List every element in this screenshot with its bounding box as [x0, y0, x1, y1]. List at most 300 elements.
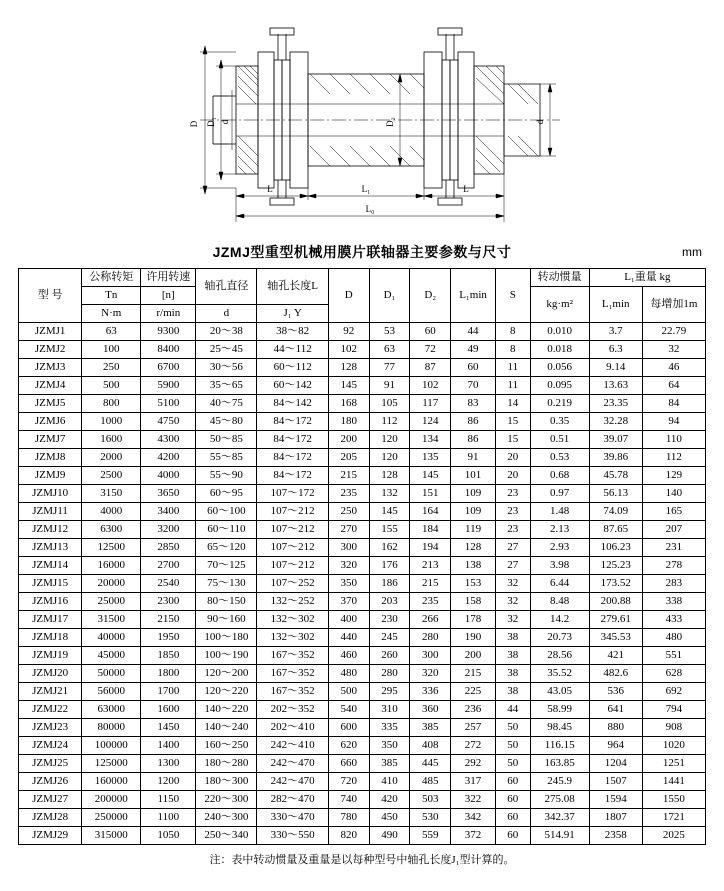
cell-w_lmin: 2358 [589, 827, 642, 845]
cell-L1min: 138 [451, 557, 496, 575]
cell-w_per1m: 338 [642, 593, 705, 611]
cell-inertia: 245.9 [530, 773, 589, 791]
cell-tn: 20000 [82, 575, 141, 593]
cell-L1min: 86 [451, 431, 496, 449]
cell-model: JZMJ11 [19, 503, 82, 521]
cell-inertia: 35.52 [530, 665, 589, 683]
cell-D: 500 [328, 683, 369, 701]
cell-S: 14 [495, 395, 530, 413]
cell-w_per1m: 110 [642, 431, 705, 449]
cell-D: 660 [328, 755, 369, 773]
cell-w_lmin: 39.86 [589, 449, 642, 467]
cell-D2: 266 [410, 611, 451, 629]
cell-w_per1m: 207 [642, 521, 705, 539]
table-row [19, 809, 706, 827]
cell-L: 167～352 [257, 647, 328, 665]
cell-D1: 120 [369, 449, 410, 467]
cell-L: 107～212 [257, 521, 328, 539]
cell-n: 1850 [141, 647, 196, 665]
cell-n: 8400 [141, 341, 196, 359]
cell-D2: 134 [410, 431, 451, 449]
cell-w_lmin: 6.3 [589, 341, 642, 359]
cell-D1: 162 [369, 539, 410, 557]
cell-D: 480 [328, 665, 369, 683]
cell-w_per1m: 2025 [642, 827, 705, 845]
table-row [19, 467, 706, 485]
cell-D: 200 [328, 431, 369, 449]
cell-n: 3400 [141, 503, 196, 521]
table-note: 注：表中转动惯量及重量是以每种型号中轴孔长度J₁型计算的。 [209, 854, 515, 866]
cell-L: 84～142 [257, 395, 328, 413]
cell-tn: 6300 [82, 521, 141, 539]
cell-model: JZMJ13 [19, 539, 82, 557]
cell-D1: 145 [369, 503, 410, 521]
cell-tn: 50000 [82, 665, 141, 683]
cell-L1min: 322 [451, 791, 496, 809]
cell-L1min: 292 [451, 755, 496, 773]
cell-tn: 31500 [82, 611, 141, 629]
cell-w_per1m: 551 [642, 647, 705, 665]
cell-L: 132～302 [257, 629, 328, 647]
th-bore-dia-sym: d [196, 305, 257, 323]
cell-w_lmin: 1204 [589, 755, 642, 773]
cell-inertia: 342.37 [530, 809, 589, 827]
th-weight: L₁重量 kg [589, 269, 705, 287]
cell-S: 44 [495, 701, 530, 719]
cell-D2: 559 [410, 827, 451, 845]
cell-model: JZMJ12 [19, 521, 82, 539]
cell-d: 25～45 [196, 341, 257, 359]
cell-w_lmin: 3.7 [589, 323, 642, 341]
cell-model: JZMJ24 [19, 737, 82, 755]
cell-L: 132～252 [257, 593, 328, 611]
cell-D: 320 [328, 557, 369, 575]
title-row [0, 242, 724, 268]
cell-L: 202～352 [257, 701, 328, 719]
table-row [19, 701, 706, 719]
th-inertia: 转动惯量 [530, 269, 589, 287]
cell-D1: 450 [369, 809, 410, 827]
cell-L1min: 44 [451, 323, 496, 341]
cell-tn: 16000 [82, 557, 141, 575]
th-S: S [495, 269, 530, 323]
cell-w_per1m: 1020 [642, 737, 705, 755]
cell-inertia: 0.68 [530, 467, 589, 485]
cell-n: 4200 [141, 449, 196, 467]
cell-n: 1150 [141, 791, 196, 809]
cell-inertia: 0.53 [530, 449, 589, 467]
cell-D2: 135 [410, 449, 451, 467]
cell-D2: 124 [410, 413, 451, 431]
th-D: D [328, 269, 369, 323]
th-torque-unit: N·m [82, 305, 141, 323]
cell-S: 23 [495, 521, 530, 539]
table-row [19, 629, 706, 647]
cell-D: 820 [328, 827, 369, 845]
header-row-1 [19, 269, 706, 287]
cell-w_per1m: 1550 [642, 791, 705, 809]
cell-L: 167～352 [257, 683, 328, 701]
cell-tn: 63 [82, 323, 141, 341]
cell-n: 1100 [141, 809, 196, 827]
cell-tn: 3150 [82, 485, 141, 503]
cell-model: JZMJ2 [19, 341, 82, 359]
cell-D1: 260 [369, 647, 410, 665]
cell-L: 60～112 [257, 359, 328, 377]
cell-w_per1m: 1441 [642, 773, 705, 791]
cell-S: 8 [495, 341, 530, 359]
cell-d: 140～220 [196, 701, 257, 719]
cell-S: 11 [495, 359, 530, 377]
th-weight-per1m: 每增加1m [642, 287, 705, 323]
cell-n: 5100 [141, 395, 196, 413]
cell-model: JZMJ5 [19, 395, 82, 413]
cell-n: 1300 [141, 755, 196, 773]
cell-D1: 63 [369, 341, 410, 359]
cell-tn: 125000 [82, 755, 141, 773]
cell-w_lmin: 200.88 [589, 593, 642, 611]
cell-d: 90～160 [196, 611, 257, 629]
cell-D: 145 [328, 377, 369, 395]
cell-D2: 503 [410, 791, 451, 809]
cell-inertia: 58.99 [530, 701, 589, 719]
cell-inertia: 275.08 [530, 791, 589, 809]
cell-D1: 91 [369, 377, 410, 395]
cell-L: 107～172 [257, 485, 328, 503]
cell-n: 4000 [141, 467, 196, 485]
cell-w_lmin: 536 [589, 683, 642, 701]
cell-n: 1400 [141, 737, 196, 755]
cell-tn: 1000 [82, 413, 141, 431]
dim-label-D2: D₂ [385, 117, 395, 127]
cell-w_lmin: 482.6 [589, 665, 642, 683]
cell-w_lmin: 641 [589, 701, 642, 719]
table-row [19, 431, 706, 449]
cell-D2: 164 [410, 503, 451, 521]
cell-D: 215 [328, 467, 369, 485]
cell-L1min: 272 [451, 737, 496, 755]
cell-model: JZMJ10 [19, 485, 82, 503]
cell-L1min: 158 [451, 593, 496, 611]
cell-n: 3650 [141, 485, 196, 503]
cell-D: 92 [328, 323, 369, 341]
cell-L1min: 119 [451, 521, 496, 539]
cell-D1: 132 [369, 485, 410, 503]
cell-L1min: 86 [451, 413, 496, 431]
cell-L1min: 317 [451, 773, 496, 791]
cell-D1: 155 [369, 521, 410, 539]
table-row [19, 557, 706, 575]
cell-d: 50～85 [196, 431, 257, 449]
cell-L1min: 236 [451, 701, 496, 719]
table-row [19, 575, 706, 593]
cell-S: 50 [495, 755, 530, 773]
cell-w_lmin: 23.35 [589, 395, 642, 413]
cell-S: 20 [495, 467, 530, 485]
table-row [19, 539, 706, 557]
cell-model: JZMJ26 [19, 773, 82, 791]
cell-model: JZMJ29 [19, 827, 82, 845]
cell-inertia: 2.93 [530, 539, 589, 557]
cell-L: 107～212 [257, 557, 328, 575]
cell-D: 600 [328, 719, 369, 737]
cell-w_lmin: 9.14 [589, 359, 642, 377]
cell-w_per1m: 112 [642, 449, 705, 467]
cell-w_lmin: 87.65 [589, 521, 642, 539]
cell-L1min: 190 [451, 629, 496, 647]
cell-w_per1m: 628 [642, 665, 705, 683]
cell-L1min: 49 [451, 341, 496, 359]
cell-S: 8 [495, 323, 530, 341]
cell-D1: 295 [369, 683, 410, 701]
cell-S: 60 [495, 809, 530, 827]
cell-L: 132～302 [257, 611, 328, 629]
cell-inertia: 1.48 [530, 503, 589, 521]
cell-d: 60～110 [196, 521, 257, 539]
cell-D: 168 [328, 395, 369, 413]
cell-d: 40～75 [196, 395, 257, 413]
table-row [19, 737, 706, 755]
cell-L: 242～470 [257, 755, 328, 773]
cell-tn: 12500 [82, 539, 141, 557]
cell-D: 740 [328, 791, 369, 809]
cell-L1min: 215 [451, 665, 496, 683]
cell-d: 55～85 [196, 449, 257, 467]
cell-D2: 445 [410, 755, 451, 773]
cell-L: 330～550 [257, 827, 328, 845]
cell-D1: 490 [369, 827, 410, 845]
cell-D: 205 [328, 449, 369, 467]
cell-D2: 408 [410, 737, 451, 755]
table-row [19, 719, 706, 737]
cell-d: 220～300 [196, 791, 257, 809]
cell-w_per1m: 46 [642, 359, 705, 377]
cell-D1: 105 [369, 395, 410, 413]
cell-w_per1m: 283 [642, 575, 705, 593]
cell-D1: 120 [369, 431, 410, 449]
cell-L1min: 70 [451, 377, 496, 395]
cell-D: 780 [328, 809, 369, 827]
cell-tn: 200000 [82, 791, 141, 809]
cell-w_per1m: 278 [642, 557, 705, 575]
cell-w_per1m: 794 [642, 701, 705, 719]
cell-n: 1450 [141, 719, 196, 737]
cell-S: 38 [495, 629, 530, 647]
cell-w_lmin: 74.09 [589, 503, 642, 521]
cell-w_per1m: 480 [642, 629, 705, 647]
cell-S: 60 [495, 773, 530, 791]
cell-S: 32 [495, 575, 530, 593]
cell-n: 9300 [141, 323, 196, 341]
cell-S: 50 [495, 719, 530, 737]
cell-model: JZMJ17 [19, 611, 82, 629]
cell-L1min: 109 [451, 503, 496, 521]
cell-D2: 235 [410, 593, 451, 611]
cell-w_lmin: 880 [589, 719, 642, 737]
cell-L: 44～112 [257, 341, 328, 359]
cell-model: JZMJ9 [19, 467, 82, 485]
cell-w_lmin: 13.63 [589, 377, 642, 395]
cell-d: 35～65 [196, 377, 257, 395]
cell-model: JZMJ18 [19, 629, 82, 647]
th-speed-sym: [n] [141, 287, 196, 305]
cell-n: 1050 [141, 827, 196, 845]
cell-D2: 360 [410, 701, 451, 719]
cell-D1: 53 [369, 323, 410, 341]
cell-L1min: 60 [451, 359, 496, 377]
cell-D2: 60 [410, 323, 451, 341]
cell-L1min: 128 [451, 539, 496, 557]
cell-model: JZMJ3 [19, 359, 82, 377]
cell-n: 1800 [141, 665, 196, 683]
dim-label-d-right: d [535, 119, 545, 125]
cell-model: JZMJ14 [19, 557, 82, 575]
cell-S: 60 [495, 791, 530, 809]
table-row [19, 359, 706, 377]
cell-inertia: 0.97 [530, 485, 589, 503]
cell-w_per1m: 32 [642, 341, 705, 359]
cell-d: 120～200 [196, 665, 257, 683]
cell-L: 242～470 [257, 773, 328, 791]
cell-D: 102 [328, 341, 369, 359]
th-D2: D₂ [410, 269, 451, 323]
table-row [19, 377, 706, 395]
cell-tn: 500 [82, 377, 141, 395]
cell-D: 620 [328, 737, 369, 755]
cell-inertia: 20.73 [530, 629, 589, 647]
cell-d: 60～100 [196, 503, 257, 521]
cell-w_lmin: 421 [589, 647, 642, 665]
cell-S: 50 [495, 737, 530, 755]
cell-S: 32 [495, 593, 530, 611]
drawing-svg [0, 0, 724, 240]
cell-S: 32 [495, 611, 530, 629]
cell-D: 440 [328, 629, 369, 647]
cell-d: 45～80 [196, 413, 257, 431]
cell-w_lmin: 1807 [589, 809, 642, 827]
cell-D1: 77 [369, 359, 410, 377]
cell-D1: 420 [369, 791, 410, 809]
cell-w_per1m: 908 [642, 719, 705, 737]
cell-D2: 336 [410, 683, 451, 701]
cell-model: JZMJ15 [19, 575, 82, 593]
cell-L: 38～82 [257, 323, 328, 341]
cell-model: JZMJ19 [19, 647, 82, 665]
cell-D1: 410 [369, 773, 410, 791]
cell-n: 2540 [141, 575, 196, 593]
cell-S: 15 [495, 413, 530, 431]
th-weight-lmin: L₁min [589, 287, 642, 323]
cell-D1: 335 [369, 719, 410, 737]
cell-L: 84～172 [257, 449, 328, 467]
cell-model: JZMJ27 [19, 791, 82, 809]
cell-D2: 485 [410, 773, 451, 791]
cell-L: 107～212 [257, 503, 328, 521]
cell-tn: 160000 [82, 773, 141, 791]
cell-w_lmin: 39.07 [589, 431, 642, 449]
th-bore-len-sym: J₁ Y [257, 305, 328, 323]
cell-n: 2300 [141, 593, 196, 611]
table-row [19, 323, 706, 341]
cell-D2: 184 [410, 521, 451, 539]
cell-D1: 230 [369, 611, 410, 629]
th-inertia-unit: kg·m² [530, 287, 589, 323]
cell-inertia: 43.05 [530, 683, 589, 701]
cell-d: 55～90 [196, 467, 257, 485]
cell-L1min: 83 [451, 395, 496, 413]
cell-n: 1950 [141, 629, 196, 647]
cell-w_lmin: 345.53 [589, 629, 642, 647]
dim-label-D: D [189, 120, 199, 128]
cell-S: 38 [495, 665, 530, 683]
cell-D2: 300 [410, 647, 451, 665]
cell-inertia: 0.010 [530, 323, 589, 341]
cell-inertia: 0.219 [530, 395, 589, 413]
cell-n: 4750 [141, 413, 196, 431]
cell-w_per1m: 692 [642, 683, 705, 701]
cell-w_lmin: 173.52 [589, 575, 642, 593]
cell-w_per1m: 64 [642, 377, 705, 395]
cell-n: 3200 [141, 521, 196, 539]
cell-tn: 800 [82, 395, 141, 413]
cell-S: 11 [495, 377, 530, 395]
cell-n: 2850 [141, 539, 196, 557]
th-speed: 许用转速 [141, 269, 196, 287]
cell-L1min: 178 [451, 611, 496, 629]
cell-w_lmin: 1507 [589, 773, 642, 791]
cell-D2: 320 [410, 665, 451, 683]
cell-S: 15 [495, 431, 530, 449]
cell-tn: 80000 [82, 719, 141, 737]
dim-label-d-left: d [220, 119, 230, 125]
cell-w_lmin: 106.23 [589, 539, 642, 557]
cell-L: 282～470 [257, 791, 328, 809]
cell-L1min: 109 [451, 485, 496, 503]
cell-L1min: 153 [451, 575, 496, 593]
cell-tn: 40000 [82, 629, 141, 647]
cell-w_per1m: 84 [642, 395, 705, 413]
cell-L: 330～470 [257, 809, 328, 827]
cell-inertia: 0.018 [530, 341, 589, 359]
cell-D2: 280 [410, 629, 451, 647]
cell-D2: 72 [410, 341, 451, 359]
cell-L1min: 101 [451, 467, 496, 485]
cell-w_per1m: 140 [642, 485, 705, 503]
cell-D: 460 [328, 647, 369, 665]
table-row [19, 665, 706, 683]
cell-d: 20～38 [196, 323, 257, 341]
cell-D2: 102 [410, 377, 451, 395]
cell-D1: 112 [369, 413, 410, 431]
cell-D2: 530 [410, 809, 451, 827]
table-header [19, 269, 706, 323]
cell-tn: 2500 [82, 467, 141, 485]
cell-tn: 25000 [82, 593, 141, 611]
cell-D2: 385 [410, 719, 451, 737]
cell-tn: 2000 [82, 449, 141, 467]
cell-L1min: 91 [451, 449, 496, 467]
th-bore-dia: 轴孔直径 [196, 269, 257, 305]
table-row [19, 341, 706, 359]
cell-inertia: 0.056 [530, 359, 589, 377]
cell-w_per1m: 22.79 [642, 323, 705, 341]
cell-n: 4300 [141, 431, 196, 449]
cell-S: 27 [495, 557, 530, 575]
cell-L1min: 200 [451, 647, 496, 665]
cell-model: JZMJ1 [19, 323, 82, 341]
cell-w_lmin: 32.28 [589, 413, 642, 431]
cell-n: 1600 [141, 701, 196, 719]
